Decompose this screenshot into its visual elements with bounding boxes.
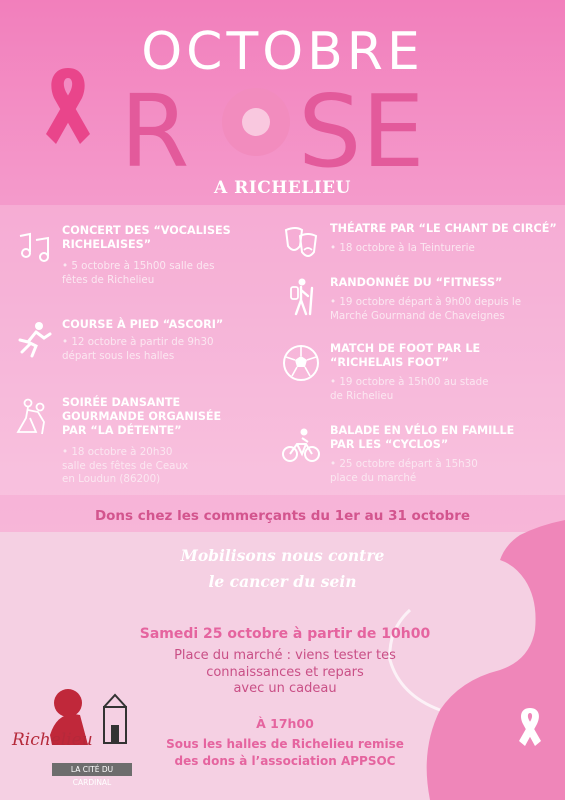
event-title: SOIRÉE DANSANTE GOURMANDE ORGANISÉE PAR “LA DÉTENTE” [62, 396, 222, 437]
music-notes-icon [14, 226, 52, 264]
event-detail: • 12 octobre à partir de 9h30 départ sous les halles [62, 336, 214, 362]
event-detail: • 5 octobre à 15h00 salle des fêtes de Richelieu [62, 260, 215, 286]
slogan: Mobilisons nous contre le cancer du sein [180, 546, 385, 591]
event-concert [14, 224, 274, 294]
football-icon [282, 344, 320, 382]
event-course [14, 318, 274, 368]
event-detail: • 18 octobre à la Teinturerie [330, 242, 475, 254]
logo-name: Richelieu [12, 730, 93, 750]
cyclist-icon [282, 426, 320, 464]
target-circle [222, 88, 290, 156]
runner-icon [14, 320, 52, 358]
event-soiree [14, 396, 274, 488]
event-title: RANDONNÉE DU “FITNESS” [330, 276, 503, 289]
h17-detail: Sous les halles de Richelieu remise des dons à l’association APPSOC [166, 737, 404, 768]
event-randonnee [282, 276, 562, 328]
theatre-masks-icon [282, 224, 320, 262]
samedi-title: Samedi 25 octobre à partir de 10h00 [139, 626, 431, 642]
event-foot [282, 342, 562, 404]
event-title: MATCH DE FOOT PAR LE “RICHELAIS FOOT” [330, 342, 481, 369]
event-theatre [282, 222, 562, 262]
dancers-icon [14, 398, 52, 436]
event-velo [282, 424, 562, 486]
samedi-detail: Place du marché : viens tester tes connaissances et repars avec un cadeau [174, 648, 396, 696]
event-title: THÉATRE PAR “LE CHANT DE CIRCÉ” [330, 222, 557, 235]
logo-tagline: LA CITÉ DU CARDINAL [52, 763, 132, 776]
title-octobre: OCTOBRE [141, 22, 424, 82]
event-title: BALADE EN VÉLO EN FAMILLE PAR LES “CYCLOS” [330, 424, 515, 451]
event-detail: • 25 octobre départ à 15h30 place du marché [330, 458, 478, 484]
event-detail: • 18 octobre à 20h30 salle des fêtes de Ceaux en Loudun (86200) [62, 446, 189, 485]
dons-banner: Dons chez les commerçants du 1er au 31 octobre [94, 508, 471, 524]
event-title: COURSE À PIED “ASCORI” [62, 318, 224, 331]
h17-title: À 17h00 [256, 716, 314, 731]
hiker-icon [282, 278, 320, 316]
title-letter-r: R [120, 73, 190, 190]
title-letters-se: SE [298, 73, 425, 190]
subtitle: A RICHELIEU [214, 178, 351, 198]
event-detail: • 19 octobre à 15h00 au stade de Richelieu [330, 376, 489, 402]
event-detail: • 19 octobre départ à 9h00 depuis le Marché Gourmand de Chaveignes [330, 296, 522, 322]
event-title: CONCERT DES “VOCALISES RICHELAISES” [62, 224, 231, 251]
white-ribbon-icon [513, 706, 547, 748]
header [0, 0, 565, 200]
